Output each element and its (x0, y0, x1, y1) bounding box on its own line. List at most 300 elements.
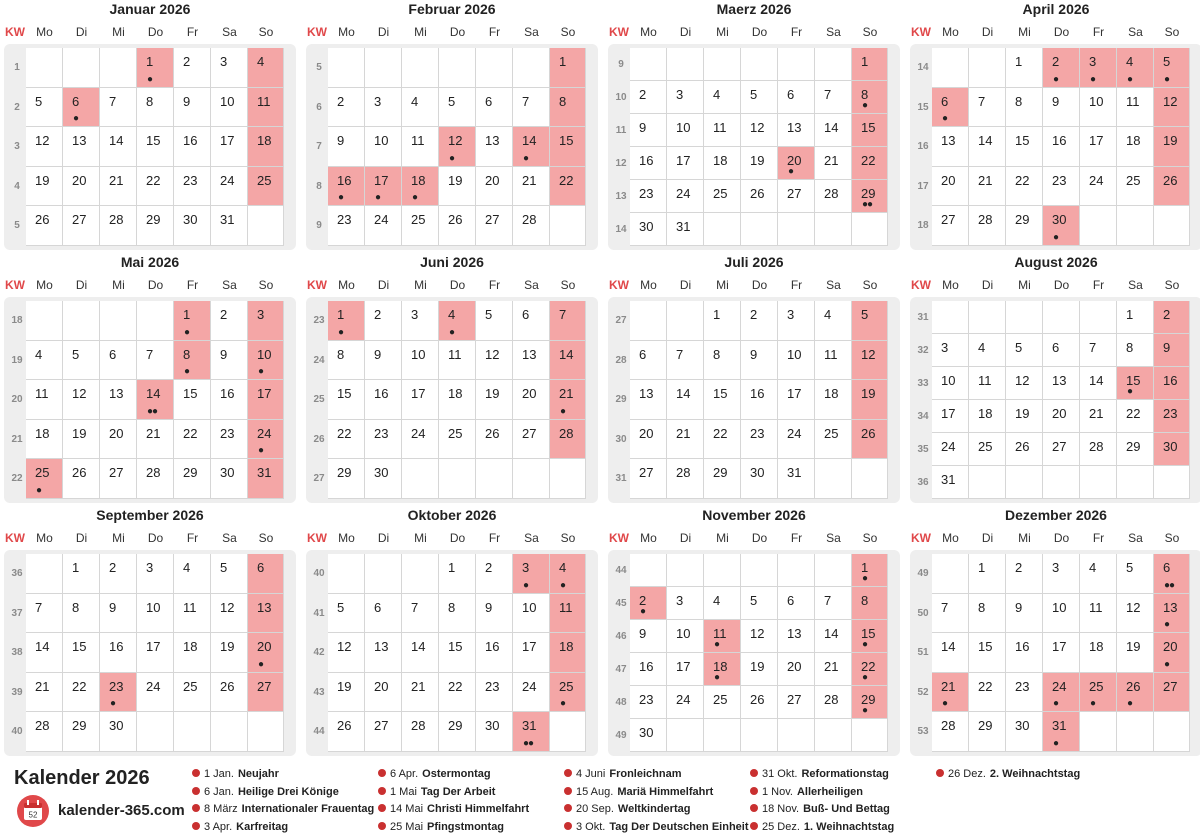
day-cell[interactable] (969, 334, 1006, 367)
day-cell[interactable] (26, 127, 63, 167)
day-cell[interactable] (630, 719, 667, 752)
day-cell[interactable] (328, 380, 365, 420)
day-cell[interactable] (932, 88, 969, 128)
day-cell[interactable] (513, 127, 550, 167)
day-cell[interactable] (26, 459, 63, 499)
day-cell[interactable] (1117, 594, 1154, 634)
day-cell[interactable] (667, 213, 704, 246)
day-cell[interactable] (778, 301, 815, 341)
day-cell[interactable] (1006, 673, 1043, 713)
day-cell[interactable] (969, 594, 1006, 634)
day-cell[interactable] (174, 167, 211, 207)
day-cell[interactable] (969, 167, 1006, 207)
day-cell[interactable] (1117, 554, 1154, 594)
day-cell[interactable] (969, 433, 1006, 466)
day-cell[interactable] (852, 48, 888, 81)
day-cell[interactable] (365, 673, 402, 713)
day-cell[interactable] (26, 712, 63, 752)
day-cell[interactable] (137, 459, 174, 499)
day-cell[interactable] (969, 206, 1006, 246)
day-cell[interactable] (778, 180, 815, 213)
day-cell[interactable] (211, 127, 248, 167)
day-cell[interactable] (402, 712, 439, 752)
day-cell[interactable] (248, 127, 284, 167)
day-cell[interactable] (932, 127, 969, 167)
day-cell[interactable] (1154, 554, 1190, 594)
day-cell[interactable] (1006, 167, 1043, 207)
day-cell[interactable] (704, 620, 741, 653)
day-cell[interactable] (630, 81, 667, 114)
day-cell[interactable] (630, 114, 667, 147)
day-cell[interactable] (174, 633, 211, 673)
day-cell[interactable] (328, 459, 365, 499)
day-cell[interactable] (741, 380, 778, 420)
day-cell[interactable] (741, 620, 778, 653)
day-cell[interactable] (667, 620, 704, 653)
day-cell[interactable] (211, 206, 248, 246)
day-cell[interactable] (402, 167, 439, 207)
day-cell[interactable] (969, 367, 1006, 400)
day-cell[interactable] (100, 380, 137, 420)
day-cell[interactable] (137, 380, 174, 420)
day-cell[interactable] (1117, 633, 1154, 673)
day-cell[interactable] (365, 88, 402, 128)
day-cell[interactable] (211, 88, 248, 128)
day-cell[interactable] (630, 653, 667, 686)
day-cell[interactable] (476, 420, 513, 460)
day-cell[interactable] (513, 206, 550, 246)
day-cell[interactable] (211, 633, 248, 673)
day-cell[interactable] (1154, 167, 1190, 207)
day-cell[interactable] (248, 88, 284, 128)
day-cell[interactable] (1080, 633, 1117, 673)
day-cell[interactable] (1006, 334, 1043, 367)
day-cell[interactable] (137, 420, 174, 460)
day-cell[interactable] (1154, 673, 1190, 713)
day-cell[interactable] (550, 380, 586, 420)
day-cell[interactable] (704, 587, 741, 620)
day-cell[interactable] (26, 341, 63, 381)
day-cell[interactable] (550, 127, 586, 167)
day-cell[interactable] (1154, 334, 1190, 367)
day-cell[interactable] (667, 587, 704, 620)
day-cell[interactable] (513, 554, 550, 594)
day-cell[interactable] (1043, 88, 1080, 128)
day-cell[interactable] (248, 341, 284, 381)
day-cell[interactable] (328, 341, 365, 381)
day-cell[interactable] (815, 587, 852, 620)
day-cell[interactable] (815, 147, 852, 180)
day-cell[interactable] (513, 88, 550, 128)
day-cell[interactable] (26, 380, 63, 420)
day-cell[interactable] (63, 420, 100, 460)
day-cell[interactable] (969, 633, 1006, 673)
day-cell[interactable] (248, 459, 284, 499)
day-cell[interactable] (26, 88, 63, 128)
day-cell[interactable] (1043, 400, 1080, 433)
day-cell[interactable] (248, 167, 284, 207)
day-cell[interactable] (550, 673, 586, 713)
day-cell[interactable] (476, 167, 513, 207)
day-cell[interactable] (365, 341, 402, 381)
day-cell[interactable] (550, 633, 586, 673)
day-cell[interactable] (550, 88, 586, 128)
day-cell[interactable] (1154, 633, 1190, 673)
day-cell[interactable] (1080, 594, 1117, 634)
day-cell[interactable] (1117, 301, 1154, 334)
day-cell[interactable] (100, 420, 137, 460)
day-cell[interactable] (439, 127, 476, 167)
day-cell[interactable] (402, 380, 439, 420)
day-cell[interactable] (852, 301, 888, 341)
day-cell[interactable] (174, 380, 211, 420)
day-cell[interactable] (1043, 712, 1080, 752)
day-cell[interactable] (402, 127, 439, 167)
day-cell[interactable] (741, 301, 778, 341)
day-cell[interactable] (26, 673, 63, 713)
day-cell[interactable] (778, 341, 815, 381)
day-cell[interactable] (439, 633, 476, 673)
day-cell[interactable] (550, 554, 586, 594)
day-cell[interactable] (741, 686, 778, 719)
day-cell[interactable] (328, 206, 365, 246)
day-cell[interactable] (439, 167, 476, 207)
day-cell[interactable] (932, 367, 969, 400)
day-cell[interactable] (365, 127, 402, 167)
day-cell[interactable] (513, 167, 550, 207)
day-cell[interactable] (815, 620, 852, 653)
day-cell[interactable] (174, 459, 211, 499)
day-cell[interactable] (550, 167, 586, 207)
day-cell[interactable] (402, 420, 439, 460)
day-cell[interactable] (630, 180, 667, 213)
day-cell[interactable] (741, 459, 778, 499)
day-cell[interactable] (365, 301, 402, 341)
day-cell[interactable] (137, 554, 174, 594)
day-cell[interactable] (439, 594, 476, 634)
day-cell[interactable] (100, 712, 137, 752)
day-cell[interactable] (1043, 167, 1080, 207)
day-cell[interactable] (402, 301, 439, 341)
day-cell[interactable] (476, 301, 513, 341)
day-cell[interactable] (63, 633, 100, 673)
day-cell[interactable] (778, 686, 815, 719)
day-cell[interactable] (365, 633, 402, 673)
day-cell[interactable] (1080, 88, 1117, 128)
day-cell[interactable] (741, 653, 778, 686)
day-cell[interactable] (63, 380, 100, 420)
day-cell[interactable] (100, 673, 137, 713)
day-cell[interactable] (1080, 167, 1117, 207)
day-cell[interactable] (402, 673, 439, 713)
day-cell[interactable] (211, 594, 248, 634)
day-cell[interactable] (137, 633, 174, 673)
day-cell[interactable] (402, 633, 439, 673)
day-cell[interactable] (1006, 48, 1043, 88)
day-cell[interactable] (815, 114, 852, 147)
day-cell[interactable] (815, 686, 852, 719)
day-cell[interactable] (704, 686, 741, 719)
day-cell[interactable] (402, 341, 439, 381)
day-cell[interactable] (137, 673, 174, 713)
day-cell[interactable] (704, 301, 741, 341)
day-cell[interactable] (1154, 594, 1190, 634)
day-cell[interactable] (1043, 594, 1080, 634)
day-cell[interactable] (513, 341, 550, 381)
day-cell[interactable] (1117, 127, 1154, 167)
day-cell[interactable] (365, 380, 402, 420)
day-cell[interactable] (1006, 206, 1043, 246)
day-cell[interactable] (328, 633, 365, 673)
day-cell[interactable] (778, 459, 815, 499)
day-cell[interactable] (1006, 367, 1043, 400)
day-cell[interactable] (932, 167, 969, 207)
day-cell[interactable] (932, 206, 969, 246)
day-cell[interactable] (667, 653, 704, 686)
day-cell[interactable] (513, 380, 550, 420)
day-cell[interactable] (1080, 367, 1117, 400)
day-cell[interactable] (63, 554, 100, 594)
day-cell[interactable] (63, 206, 100, 246)
day-cell[interactable] (1154, 367, 1190, 400)
day-cell[interactable] (211, 554, 248, 594)
day-cell[interactable] (667, 81, 704, 114)
day-cell[interactable] (667, 380, 704, 420)
day-cell[interactable] (174, 48, 211, 88)
day-cell[interactable] (328, 712, 365, 752)
day-cell[interactable] (439, 341, 476, 381)
day-cell[interactable] (211, 301, 248, 341)
day-cell[interactable] (969, 88, 1006, 128)
day-cell[interactable] (513, 301, 550, 341)
day-cell[interactable] (704, 653, 741, 686)
day-cell[interactable] (741, 420, 778, 460)
day-cell[interactable] (328, 127, 365, 167)
day-cell[interactable] (932, 400, 969, 433)
day-cell[interactable] (439, 206, 476, 246)
day-cell[interactable] (550, 301, 586, 341)
day-cell[interactable] (513, 420, 550, 460)
day-cell[interactable] (932, 466, 969, 499)
day-cell[interactable] (667, 147, 704, 180)
day-cell[interactable] (667, 180, 704, 213)
day-cell[interactable] (248, 633, 284, 673)
day-cell[interactable] (174, 554, 211, 594)
day-cell[interactable] (932, 712, 969, 752)
day-cell[interactable] (1117, 367, 1154, 400)
day-cell[interactable] (852, 147, 888, 180)
day-cell[interactable] (248, 301, 284, 341)
day-cell[interactable] (815, 81, 852, 114)
day-cell[interactable] (1080, 334, 1117, 367)
day-cell[interactable] (365, 167, 402, 207)
day-cell[interactable] (852, 653, 888, 686)
day-cell[interactable] (137, 341, 174, 381)
day-cell[interactable] (513, 633, 550, 673)
day-cell[interactable] (969, 673, 1006, 713)
day-cell[interactable] (1117, 88, 1154, 128)
day-cell[interactable] (1006, 712, 1043, 752)
day-cell[interactable] (778, 147, 815, 180)
day-cell[interactable] (365, 594, 402, 634)
day-cell[interactable] (328, 88, 365, 128)
day-cell[interactable] (969, 400, 1006, 433)
day-cell[interactable] (1117, 433, 1154, 466)
day-cell[interactable] (476, 127, 513, 167)
day-cell[interactable] (778, 587, 815, 620)
day-cell[interactable] (63, 459, 100, 499)
day-cell[interactable] (667, 341, 704, 381)
day-cell[interactable] (402, 206, 439, 246)
day-cell[interactable] (26, 633, 63, 673)
day-cell[interactable] (1043, 367, 1080, 400)
day-cell[interactable] (439, 554, 476, 594)
day-cell[interactable] (1043, 673, 1080, 713)
day-cell[interactable] (137, 206, 174, 246)
day-cell[interactable] (741, 180, 778, 213)
day-cell[interactable] (852, 180, 888, 213)
day-cell[interactable] (248, 48, 284, 88)
day-cell[interactable] (815, 420, 852, 460)
day-cell[interactable] (439, 673, 476, 713)
day-cell[interactable] (630, 420, 667, 460)
day-cell[interactable] (1154, 127, 1190, 167)
day-cell[interactable] (248, 673, 284, 713)
day-cell[interactable] (174, 88, 211, 128)
day-cell[interactable] (248, 420, 284, 460)
day-cell[interactable] (365, 459, 402, 499)
day-cell[interactable] (476, 341, 513, 381)
day-cell[interactable] (969, 127, 1006, 167)
day-cell[interactable] (667, 686, 704, 719)
day-cell[interactable] (1006, 400, 1043, 433)
day-cell[interactable] (1080, 400, 1117, 433)
day-cell[interactable] (328, 301, 365, 341)
day-cell[interactable] (328, 673, 365, 713)
day-cell[interactable] (476, 712, 513, 752)
day-cell[interactable] (137, 48, 174, 88)
day-cell[interactable] (476, 594, 513, 634)
day-cell[interactable] (1043, 206, 1080, 246)
day-cell[interactable] (1043, 554, 1080, 594)
day-cell[interactable] (1117, 167, 1154, 207)
day-cell[interactable] (741, 341, 778, 381)
day-cell[interactable] (1043, 433, 1080, 466)
day-cell[interactable] (439, 380, 476, 420)
day-cell[interactable] (1080, 554, 1117, 594)
day-cell[interactable] (815, 341, 852, 381)
day-cell[interactable] (741, 147, 778, 180)
day-cell[interactable] (667, 114, 704, 147)
day-cell[interactable] (815, 653, 852, 686)
day-cell[interactable] (704, 180, 741, 213)
day-cell[interactable] (137, 127, 174, 167)
day-cell[interactable] (630, 213, 667, 246)
day-cell[interactable] (513, 712, 550, 752)
day-cell[interactable] (815, 380, 852, 420)
day-cell[interactable] (630, 341, 667, 381)
day-cell[interactable] (211, 167, 248, 207)
day-cell[interactable] (476, 380, 513, 420)
day-cell[interactable] (248, 554, 284, 594)
day-cell[interactable] (63, 88, 100, 128)
day-cell[interactable] (969, 554, 1006, 594)
day-cell[interactable] (778, 620, 815, 653)
day-cell[interactable] (174, 341, 211, 381)
day-cell[interactable] (741, 587, 778, 620)
day-cell[interactable] (137, 88, 174, 128)
day-cell[interactable] (63, 167, 100, 207)
day-cell[interactable] (402, 594, 439, 634)
day-cell[interactable] (932, 594, 969, 634)
day-cell[interactable] (1006, 433, 1043, 466)
day-cell[interactable] (1117, 673, 1154, 713)
day-cell[interactable] (778, 420, 815, 460)
day-cell[interactable] (1154, 48, 1190, 88)
day-cell[interactable] (100, 341, 137, 381)
day-cell[interactable] (174, 420, 211, 460)
day-cell[interactable] (1080, 48, 1117, 88)
day-cell[interactable] (211, 341, 248, 381)
day-cell[interactable] (211, 420, 248, 460)
day-cell[interactable] (1043, 127, 1080, 167)
day-cell[interactable] (1117, 400, 1154, 433)
day-cell[interactable] (439, 420, 476, 460)
day-cell[interactable] (513, 594, 550, 634)
day-cell[interactable] (63, 341, 100, 381)
day-cell[interactable] (174, 206, 211, 246)
day-cell[interactable] (26, 594, 63, 634)
day-cell[interactable] (248, 594, 284, 634)
day-cell[interactable] (630, 686, 667, 719)
day-cell[interactable] (852, 620, 888, 653)
day-cell[interactable] (174, 127, 211, 167)
day-cell[interactable] (704, 420, 741, 460)
day-cell[interactable] (550, 48, 586, 88)
day-cell[interactable] (778, 380, 815, 420)
day-cell[interactable] (1080, 673, 1117, 713)
day-cell[interactable] (550, 420, 586, 460)
day-cell[interactable] (328, 167, 365, 207)
day-cell[interactable] (932, 433, 969, 466)
day-cell[interactable] (630, 380, 667, 420)
day-cell[interactable] (1117, 48, 1154, 88)
day-cell[interactable] (100, 88, 137, 128)
day-cell[interactable] (328, 420, 365, 460)
day-cell[interactable] (100, 554, 137, 594)
day-cell[interactable] (852, 686, 888, 719)
day-cell[interactable] (365, 420, 402, 460)
day-cell[interactable] (100, 167, 137, 207)
day-cell[interactable] (778, 114, 815, 147)
day-cell[interactable] (365, 712, 402, 752)
day-cell[interactable] (174, 594, 211, 634)
day-cell[interactable] (248, 380, 284, 420)
day-cell[interactable] (932, 334, 969, 367)
day-cell[interactable] (100, 459, 137, 499)
day-cell[interactable] (1043, 633, 1080, 673)
day-cell[interactable] (26, 167, 63, 207)
day-cell[interactable] (778, 81, 815, 114)
day-cell[interactable] (630, 587, 667, 620)
day-cell[interactable] (704, 114, 741, 147)
day-cell[interactable] (630, 147, 667, 180)
day-cell[interactable] (852, 420, 888, 460)
day-cell[interactable] (63, 594, 100, 634)
day-cell[interactable] (26, 420, 63, 460)
day-cell[interactable] (328, 594, 365, 634)
day-cell[interactable] (852, 341, 888, 381)
